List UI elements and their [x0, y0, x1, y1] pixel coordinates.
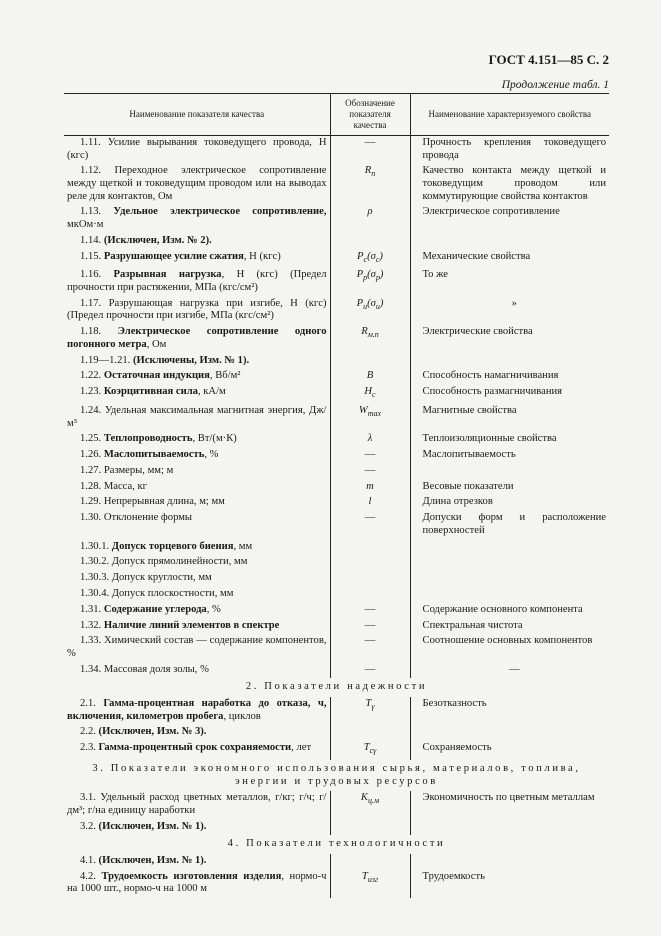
item-name: Удельный расход цветных металлов, г/кг; г/ч; г/дм³; г/на единицу наработки [67, 792, 327, 816]
item-unit: , Вт/(м·К) [192, 433, 237, 445]
section-heading-row [64, 760, 609, 791]
item-name: Усилие вырывания токоведущего провода, Н (кгс) [67, 137, 327, 161]
indicator-symbol: $T_{с\gamma}$ [330, 741, 410, 760]
section-title: 4. Показатели технологичности [227, 838, 446, 850]
indicator-symbol [330, 234, 410, 250]
characterized-property: — [508, 663, 520, 675]
indicator-name [64, 495, 330, 511]
characterized-property: Сохраняемость [422, 742, 492, 754]
indicator-name [64, 820, 330, 836]
characterized-property: Способность намагничивания [422, 370, 559, 382]
indicator-name [64, 464, 330, 480]
item-name: Трудоемкость изготовления изделия [101, 870, 282, 882]
characterized-property: Длина отрезков [422, 496, 493, 508]
item-unit: мкОм·м [67, 218, 104, 230]
item-unit: , % [206, 603, 221, 615]
indicator-symbol: — [330, 619, 410, 635]
table-row [64, 205, 609, 233]
quality-indicators-table [64, 93, 609, 898]
item-name: (Исключен, Изм. № 3). [98, 726, 207, 738]
section-title: 2. Показатели надежности [245, 681, 428, 693]
item-unit: , циклов [223, 710, 261, 722]
characterized-property [410, 725, 609, 741]
item-number: 1.30.3. [80, 572, 112, 584]
item-unit: , % [204, 449, 219, 461]
item-name: Гамма-процентная наработка до отказа, ч, включения, километров пробега [67, 698, 327, 722]
characterized-property: Соотношение основных компонентов [422, 635, 593, 647]
item-number: 1.28. [80, 480, 104, 492]
table-row [64, 464, 609, 480]
table-row [64, 571, 609, 587]
item-number: 1.30.4. [80, 587, 112, 599]
indicator-name [64, 663, 330, 679]
item-number: 1.31. [80, 603, 104, 615]
characterized-property: Теплоизоляционные свойства [422, 433, 557, 445]
item-name: Допуск прямолинейности, мм [111, 556, 248, 568]
indicator-name [64, 725, 330, 741]
item-name: Содержание углерода [103, 603, 207, 615]
table-row [64, 325, 609, 353]
indicator-name [64, 205, 330, 233]
item-name: Химический состав — содержание компонентов, % [67, 635, 327, 659]
indicator-name [64, 250, 330, 269]
table-row [64, 820, 609, 836]
characterized-property: Электрические свойства [422, 326, 533, 338]
indicator-symbol: — [330, 136, 410, 165]
table-row [64, 587, 609, 603]
characterized-property: Маслопитываемость [422, 449, 516, 461]
indicator-symbol [330, 820, 410, 836]
item-number: 1.30.2. [80, 556, 112, 568]
indicator-symbol: $H_c$ [330, 385, 410, 404]
item-name: (Исключен, Изм. № 1). [98, 820, 207, 832]
section-title: 3. Показатели экономного использования сырья, материалов, топлива, энергии и трудовых ресурсов [92, 763, 581, 787]
item-name: (Исключены, Изм. № 1). [132, 354, 250, 366]
table-row [64, 164, 609, 205]
item-unit: , Вб/м² [209, 370, 241, 382]
item-number: 1.26. [80, 449, 104, 461]
item-number: 1.11. [80, 137, 108, 148]
table-body [64, 136, 609, 899]
indicator-symbol: $P_р(\sigma_р)$ [330, 268, 410, 296]
item-number: 1.16. [80, 269, 114, 281]
item-unit: , нормо-ч на 1000 шт., нормо-ч на 1000 м [67, 870, 327, 895]
indicator-symbol [330, 587, 410, 603]
table-row [64, 791, 609, 819]
indicator-name [64, 603, 330, 619]
indicator-symbol: $W_{max}$ [330, 404, 410, 432]
indicator-symbol: — [330, 603, 410, 619]
indicator-name [64, 136, 330, 165]
indicator-symbol [330, 540, 410, 556]
item-number: 1.22. [80, 370, 104, 382]
indicator-name [64, 404, 330, 432]
indicator-symbol: — [330, 448, 410, 464]
indicator-symbol: $R_{м.п}$ [330, 325, 410, 353]
section-heading-row [64, 678, 609, 697]
indicator-name [64, 297, 330, 325]
characterized-property: Способность размагничивания [422, 386, 563, 398]
col-header-name: Наименование показателя качества [64, 94, 330, 136]
table-row [64, 354, 609, 370]
characterized-property [410, 555, 609, 571]
table-row [64, 268, 609, 296]
item-number: 3.1. [80, 792, 101, 804]
item-number: 1.18. [80, 326, 118, 338]
indicator-symbol: l [330, 495, 410, 511]
characterized-property: Содержание основного компонента [422, 603, 583, 615]
indicator-name [64, 511, 330, 539]
section-heading-row [64, 835, 609, 854]
indicator-name [64, 369, 330, 385]
indicator-name [64, 325, 330, 353]
characterized-property: Допуски форм и расположение поверхностей [422, 512, 606, 536]
indicator-name [64, 432, 330, 448]
characterized-property: Трудоемкость [422, 870, 485, 882]
table-row [64, 385, 609, 404]
item-name: Масса, кг [103, 480, 147, 492]
item-name: Отклонение формы [103, 512, 193, 524]
item-number: 3.2. [80, 820, 99, 832]
item-number: 1.29. [80, 496, 104, 508]
item-name: Наличие линий элементов в спектре [103, 619, 280, 631]
table-row [64, 870, 609, 898]
table-row [64, 480, 609, 496]
characterized-property: То же [422, 269, 449, 281]
characterized-property [410, 234, 609, 250]
indicator-symbol: λ [330, 432, 410, 448]
table-row [64, 511, 609, 539]
indicator-name [64, 540, 330, 556]
indicator-name [64, 741, 330, 760]
indicator-name [64, 571, 330, 587]
characterized-property [410, 587, 609, 603]
table-row [64, 663, 609, 679]
indicator-symbol [330, 555, 410, 571]
characterized-property: » [511, 297, 517, 309]
indicator-symbol [330, 354, 410, 370]
item-name: Допуск торцевого биения [111, 540, 234, 552]
characterized-property: Качество контакта между щеткой и токоведущим проводом или коммутирующие свойства контактов [422, 165, 606, 202]
indicator-name [64, 480, 330, 496]
indicator-name [64, 234, 330, 250]
table-row [64, 234, 609, 250]
indicator-symbol: ρ [330, 205, 410, 233]
item-name: Гамма-процентный срок сохраняемости [98, 742, 292, 754]
item-name: Разрывная нагрузка [113, 269, 222, 281]
characterized-property [410, 571, 609, 587]
item-name: Допуск круглости, мм [111, 572, 212, 584]
indicator-symbol: — [330, 511, 410, 539]
indicator-symbol: $R_п$ [330, 164, 410, 205]
col-header-symbol: Обозначение показателя качества [330, 94, 410, 136]
characterized-property: Механические свойства [422, 250, 531, 262]
col-header-property: Наименование характеризуемого свойства [410, 94, 609, 136]
table-row [64, 725, 609, 741]
characterized-property [410, 854, 609, 870]
indicator-symbol: $P_и(\sigma_и)$ [330, 297, 410, 325]
item-name: (Исключен, Изм. № 1). [98, 855, 207, 867]
item-number: 1.24. [80, 404, 105, 416]
table-row [64, 136, 609, 165]
item-number: 1.15. [80, 250, 104, 262]
item-unit: , лет [291, 742, 312, 754]
indicator-symbol: — [330, 634, 410, 662]
characterized-property: Весовые показатели [422, 480, 514, 492]
table-row [64, 432, 609, 448]
characterized-property [410, 354, 609, 370]
item-number: 1.13. [80, 206, 114, 218]
item-name: Разрушающая нагрузка при изгибе, Н (кгс) (Предел прочности при изгибе, МПа (кгс/см²) [67, 297, 327, 322]
item-number: 1.19—1.21. [80, 354, 133, 366]
item-name: Переходное электрическое сопротивление между щеткой и токоведущим проводом или на выводах реле для контактов, Ом [67, 165, 327, 202]
item-name: Непрерывная длина, м; мм [103, 496, 225, 508]
indicator-symbol: $T_\gamma$ [330, 697, 410, 725]
item-name: Теплопроводность [103, 433, 193, 445]
indicator-name [64, 164, 330, 205]
table-row [64, 603, 609, 619]
table-row [64, 448, 609, 464]
characterized-property [410, 464, 609, 480]
item-unit: , Ом [146, 338, 167, 350]
indicator-name [64, 354, 330, 370]
doc-header: ГОСТ 4.151—85 С. 2 [488, 52, 609, 67]
item-name: Коэрцитивная сила [103, 386, 198, 398]
characterized-property: Магнитные свойства [422, 404, 517, 416]
item-name: Удельное электрическое сопротивление, [113, 206, 327, 218]
indicator-symbol [330, 725, 410, 741]
item-number: 4.1. [80, 855, 99, 867]
item-number: 1.23. [80, 386, 104, 398]
item-name: Электрическое сопротивление одного погонного метра [67, 326, 327, 350]
characterized-property: Прочность крепления токоведущего провода [422, 137, 606, 161]
characterized-property [410, 820, 609, 836]
table-row [64, 555, 609, 571]
table-row [64, 369, 609, 385]
item-unit: , Н (кгс) (Предел прочности при растяжении, МПа (кгс/см²) [67, 269, 327, 293]
item-number: 1.27. [80, 464, 104, 476]
item-number: 1.34. [80, 663, 104, 675]
item-name: Массовая доля золы, % [103, 663, 209, 675]
characterized-property: Безотказность [422, 698, 487, 710]
item-number: 4.2. [80, 870, 102, 882]
item-name: (Исключен, Изм. № 2). [103, 234, 212, 246]
indicator-symbol: m [330, 480, 410, 496]
item-unit: , кА/м [197, 386, 226, 398]
item-name: Удельная максимальная магнитная энергия, Дж/м³ [67, 404, 327, 429]
indicator-symbol [330, 854, 410, 870]
indicator-symbol: $P_с(\sigma_с)$ [330, 250, 410, 269]
item-number: 1.12. [80, 165, 115, 177]
continuation-label: Продолжение табл. 1 [501, 79, 609, 91]
item-number: 2.2. [80, 726, 99, 738]
table-row [64, 634, 609, 662]
table-row [64, 495, 609, 511]
item-number: 1.14. [80, 234, 104, 246]
indicator-name [64, 791, 330, 819]
indicator-symbol: — [330, 464, 410, 480]
item-number: 2.3. [80, 742, 99, 754]
item-name: Маслопитываемость [103, 449, 205, 461]
item-unit: , Н (кгс) [243, 250, 281, 262]
table-row [64, 404, 609, 432]
indicator-symbol: B [330, 369, 410, 385]
item-name: Остаточная индукция [103, 370, 210, 382]
item-number: 1.32. [80, 619, 104, 631]
indicator-symbol: — [330, 663, 410, 679]
item-number: 1.33. [80, 635, 105, 647]
indicator-name [64, 587, 330, 603]
characterized-property [410, 540, 609, 556]
characterized-property: Экономичность по цветным металлам [422, 792, 595, 804]
indicator-name [64, 619, 330, 635]
item-number: 1.30.1. [80, 540, 112, 552]
table-row [64, 540, 609, 556]
table-row [64, 697, 609, 725]
item-number: 2.1. [80, 698, 104, 710]
indicator-name [64, 870, 330, 898]
indicator-symbol: $T_{изг}$ [330, 870, 410, 898]
item-name: Размеры, мм; м [103, 464, 174, 476]
table-row [64, 619, 609, 635]
item-number: 1.25. [80, 433, 104, 445]
indicator-name [64, 448, 330, 464]
item-name: Разрушающее усилие сжатия [103, 250, 244, 262]
characterized-property: Спектральная чистота [422, 619, 523, 631]
table-row [64, 250, 609, 269]
table-row [64, 741, 609, 760]
item-number: 1.30. [80, 512, 104, 524]
characterized-property: Электрическое сопротивление [422, 206, 560, 218]
table-header-row [64, 94, 609, 136]
indicator-name [64, 385, 330, 404]
indicator-name [64, 634, 330, 662]
table-row [64, 297, 609, 325]
indicator-name [64, 268, 330, 296]
indicator-symbol [330, 571, 410, 587]
table-row [64, 854, 609, 870]
item-name: Допуск плоскостности, мм [111, 587, 234, 599]
indicator-name [64, 555, 330, 571]
indicator-name [64, 854, 330, 870]
item-unit: , мм [233, 540, 253, 552]
indicator-name [64, 697, 330, 725]
indicator-symbol: $K_{ц.м}$ [330, 791, 410, 819]
item-number: 1.17. [80, 297, 109, 309]
